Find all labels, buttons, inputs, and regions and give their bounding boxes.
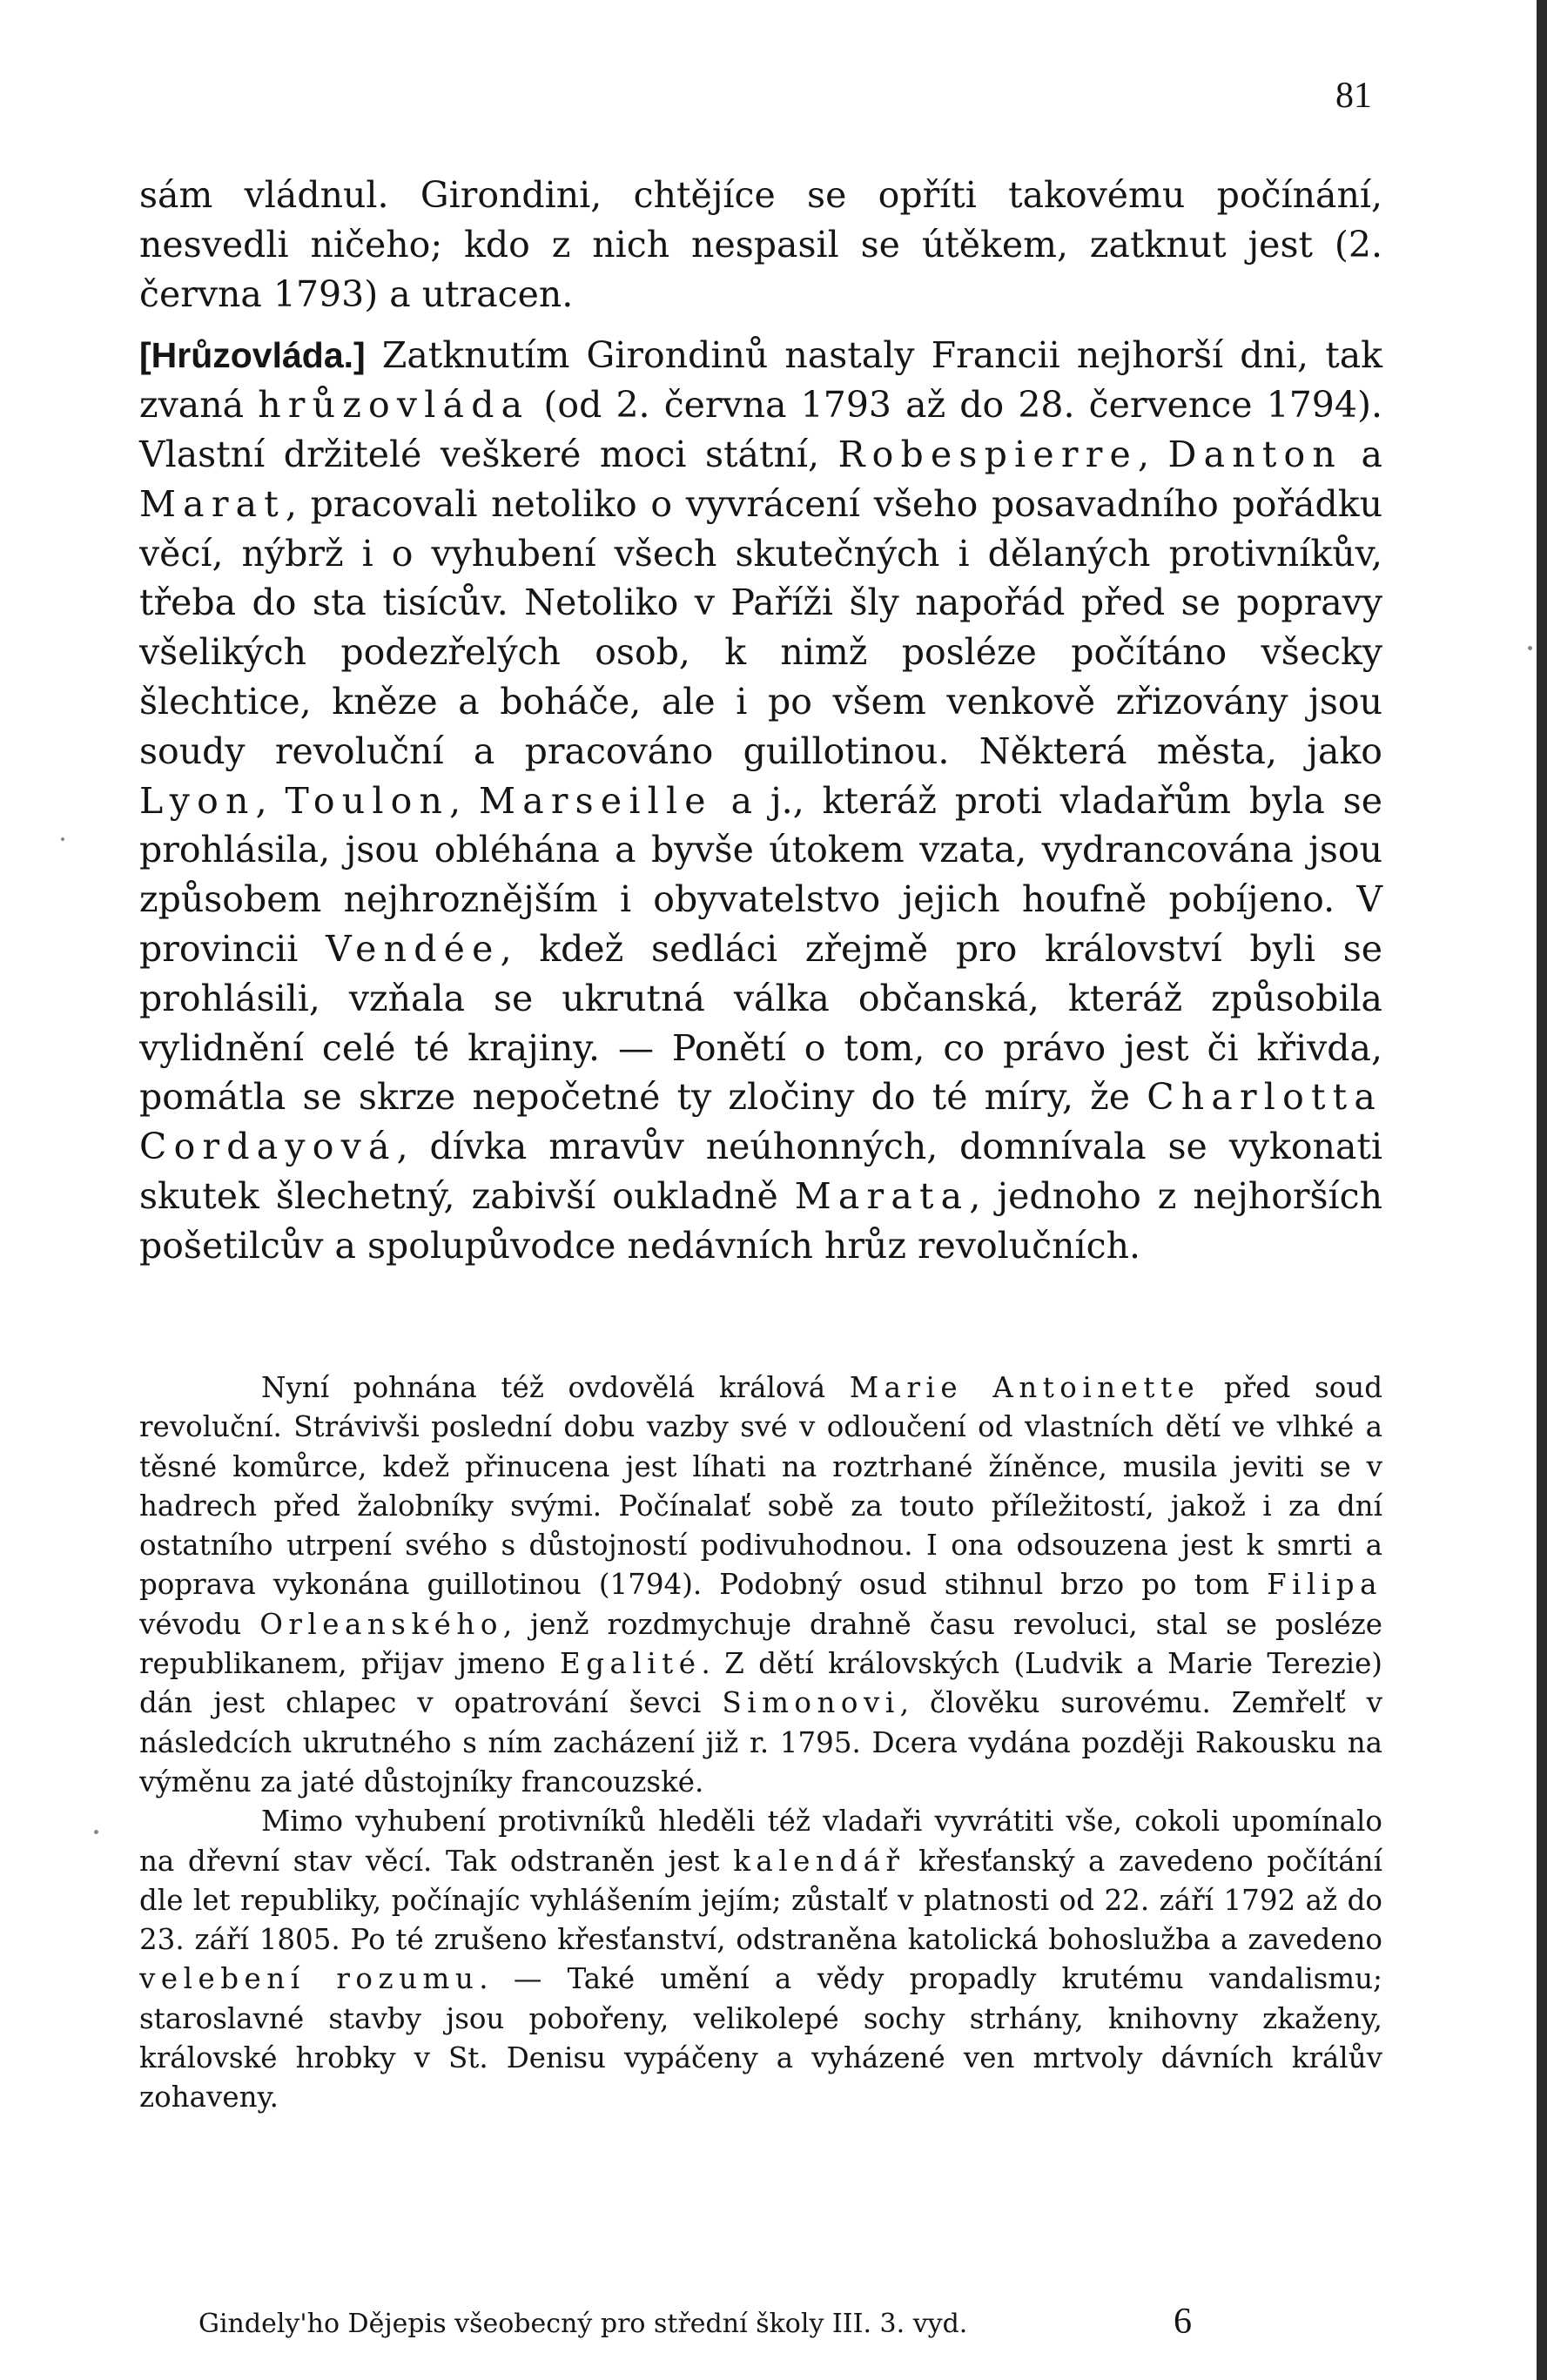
region-vendee: Vendée [326, 927, 501, 970]
name-marie-antoinette: Marie Antoinette [849, 1371, 1201, 1404]
name-egalite: Egalité [559, 1647, 702, 1681]
signature-mark: 6 [1174, 2302, 1192, 2342]
page-number: 81 [1335, 76, 1372, 116]
name-corday: Charlotta Cordayová [139, 1076, 1382, 1168]
city-marseille: Marseille [479, 779, 713, 822]
city-lyon: Lyon [139, 779, 256, 822]
name-marat: Marat [139, 482, 286, 525]
term-kalendar: kalendář [733, 1844, 905, 1878]
scan-speck [61, 837, 64, 841]
paragraph-calendar: Mimo vyhubení protivníků hleděli též vladaři vyvrátiti vše, cokoli upomínalo na dřevní stav věcí. Tak odstraněn jest kalendář křesťanský a zavedeno počítání dle let republiky, počínajíc vyhlášením jejím; zůstalť v platnosti od 22. září 1792 až do 23. září 1805. Po té zrušeno křesťanství, odstraněna katolická bohoslužba a zavedeno velebení rozumu. — Také umění a vědy propadly krutému vandalismu; staroslavné stavby jsou pobořeny, velikolepé sochy strhány, knihovny zkaženy, královské hrobky v St. Denisu vypáčeny a vyházené ven mrtvoly dávních králův zohaveny. [139, 1805, 1382, 2114]
term-velebeni-rozumu: velebení rozumu [139, 1962, 480, 1996]
section-heading: [Hrůzovláda.] [139, 335, 366, 376]
term-hruzovlada: hrůzovláda [258, 384, 530, 427]
name-marata: Marata [794, 1174, 970, 1217]
scan-speck [1528, 646, 1532, 650]
name-orleanskeho: Orleanského [259, 1607, 503, 1641]
small-print-text [139, 1368, 1382, 2118]
paragraph-reign-of-terror: [Hrůzovláda.] Zatknutím Girondinů nastaly Francii nejhorší dni, tak zvaná hrůzovláda (od 2. června 1793 až do 28. července 1794). Vlastní držitelé veškeré moci státní, Robespierre, Danton a Marat, pracovali netoliko o vyvrácení všeho posavadního pořádku věcí, nýbrž i o vyhubení všech skutečných i dělaných protivníkův, třeba do sta tisícův. Netoliko v Paříži šly napořád před se popravy všelikých podezřelých osob, k nimž posléze počítáno všecky šlechtice, kněze a boháče, ale i po všem venkově zřizovány jsou soudy revoluční a pracováno guillotinou. Některá města, jako Lyon, Toulon, Marseille a j., kteráž proti vladařům byla se prohlásila, jsou obléhána a byvše útokem vzata, vydrancována jsou způsobem nejhroznějším i obyvatelstvo jejich houfně pobíjeno. V provincii Vendée, kdež sedláci zřejmě pro království byli se prohlásili, vzňala se ukrutná válka občanská, kteráž způsobila vylidnění celé té krajiny. — Ponětí o tom, co právo jest či křivda, pomátla se skrze nepočetné ty zločiny do té míry, že Charlotta Cordayová, dívka mravův neúhonných, domnívala se vykonati skutek šlechetný, zabivší oukladně Marata, jednoho z nejhorších pošetilcův a spolupůvodce nedávních hrůz revolučních. [139, 334, 1383, 1267]
city-toulon: Toulon [285, 779, 450, 822]
name-danton: Danton [1167, 433, 1343, 475]
name-filipa: Filipa [1267, 1568, 1382, 1602]
paragraph-girondins: sám vládnul. Girondini, chtějíce se opříti takovému počínání, nesvedli ničeho; kdo z nich nespasil se útěkem, zatknut jest (2. června 1793) a utracen. [139, 174, 1382, 315]
name-robespierre: Robespierre [837, 433, 1138, 475]
name-simonovi: Simonovi [722, 1686, 900, 1720]
footer-imprint: Gindely'ho Dějepis všeobecný pro střední školy III. 3. vyd. [198, 2309, 968, 2339]
main-text [139, 171, 1382, 1271]
paragraph-marie-antoinette: Nyní pohnána též ovdovělá králová Marie Antoinette před soud revoluční. Strávivši poslední dobu vazby své v odloučení od vlastních dětí ve vlhké a těsné komůrce, kdež přinucena jest líhati na roztrhané žíněnce, musila jeviti se v hadrech před žalobníky svými. Počínalať sobě za touto příležitostí, jakož i za dní ostatního utrpení svého s důstojností podivuhodnou. I ona odsouzena jest k smrti a poprava vykonána guillotinou (1794). Podobný osud stihnul brzo po tom Filipa vévodu Orleanského, jenž rozdmychuje drahně času revoluci, stal se posléze republikanem, přijav jmeno Egalité. Z dětí královských (Ludvik a Marie Terezie) dán jest chlapec v opatrování ševci Simonovi, člověku surovému. Zemřelť v následcích ukrutného s ním zacházení již r. 1795. Dcera vydána později Rakousku na výměnu za jaté důstojníky francouzské. [139, 1371, 1382, 1798]
scan-speck [94, 1830, 98, 1834]
